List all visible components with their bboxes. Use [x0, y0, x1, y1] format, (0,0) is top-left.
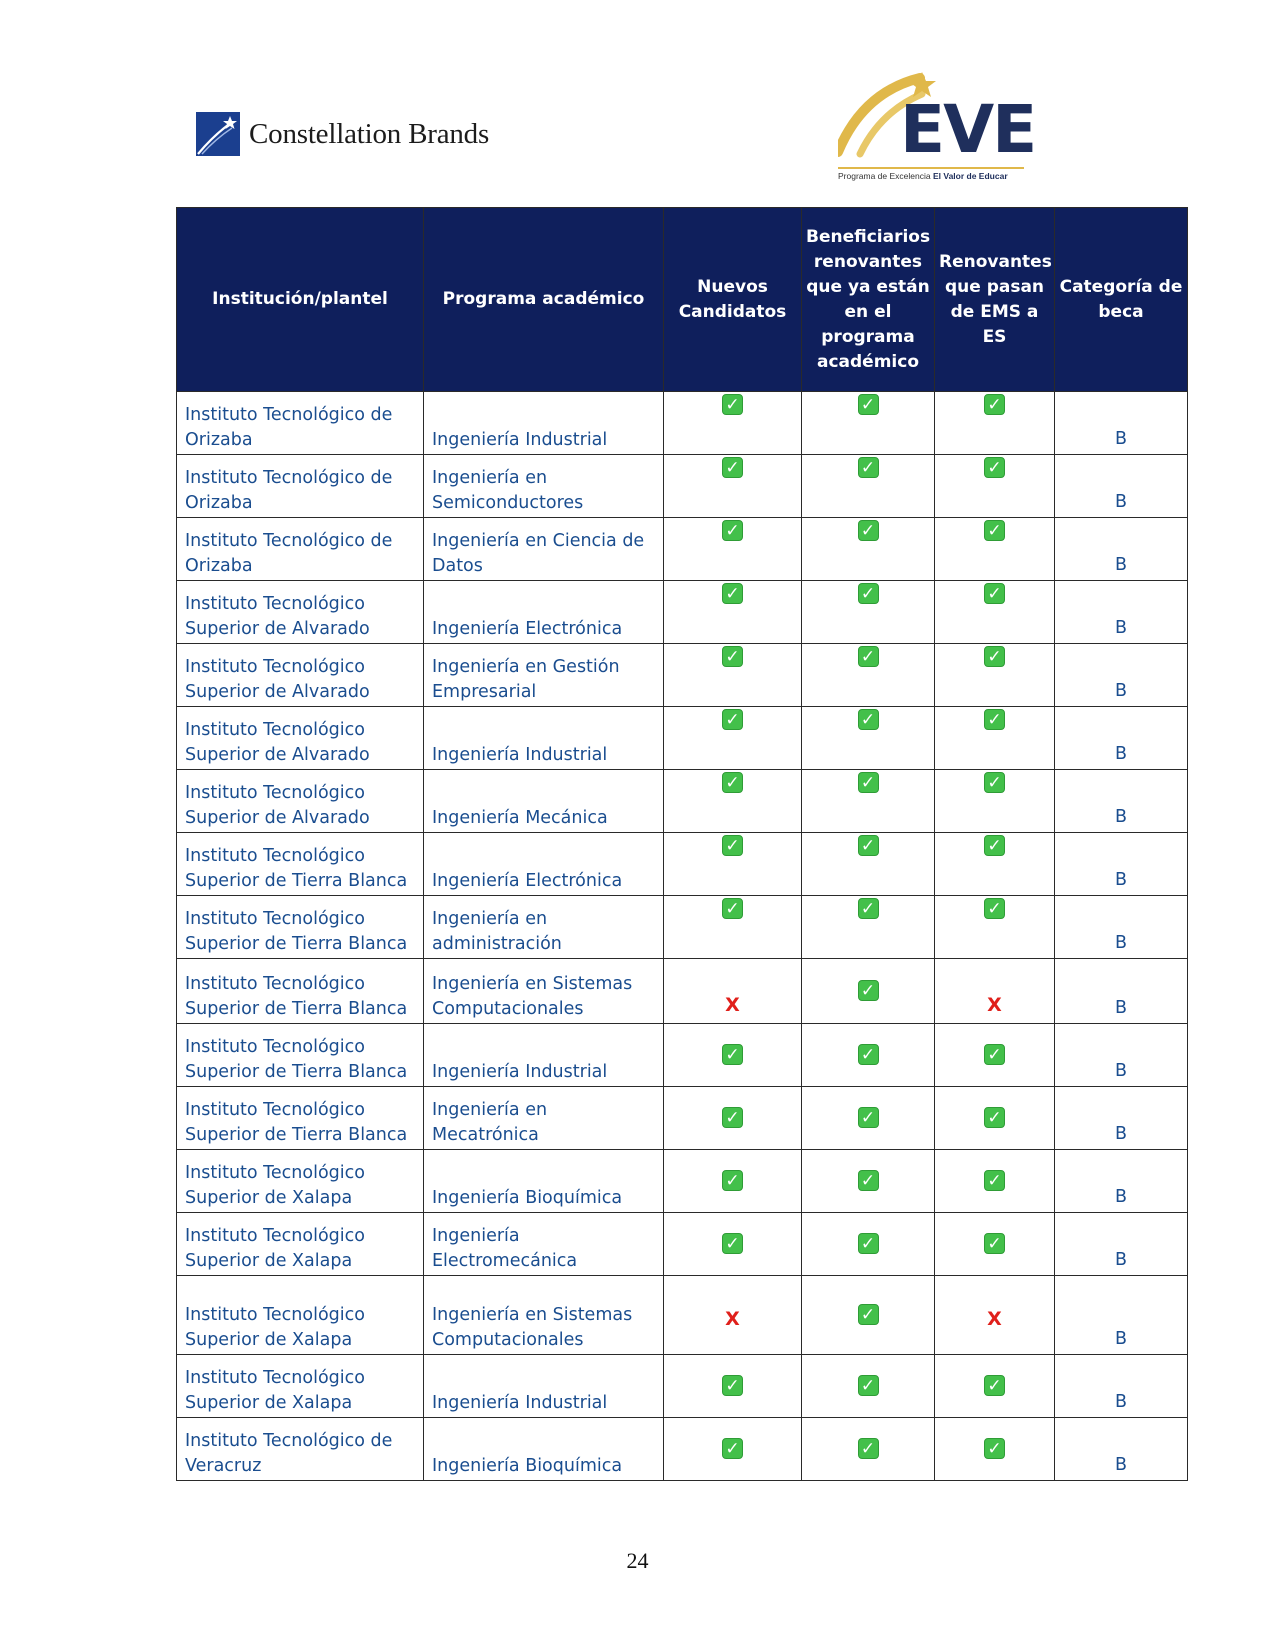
cell-beneficiarios	[802, 707, 935, 770]
cell-categoria: B	[1055, 1418, 1188, 1481]
cell-nuevos	[664, 1355, 802, 1418]
check-icon: ✓	[858, 520, 879, 541]
check-icon: ✓	[984, 709, 1005, 730]
cell-renovantes	[935, 1087, 1055, 1150]
cell-programa: Ingeniería Industrial	[424, 1355, 664, 1418]
cell-categoria: B	[1055, 1213, 1188, 1276]
check-icon: ✓	[984, 1438, 1005, 1459]
cell-programa: Ingeniería en Sistemas Computacionales	[424, 1276, 664, 1355]
cross-icon: X	[725, 994, 740, 1016]
check-icon: ✓	[984, 898, 1005, 919]
table-row	[177, 770, 1188, 833]
cell-renovantes	[935, 581, 1055, 644]
cell-categoria: B	[1055, 959, 1188, 1024]
check-icon: ✓	[722, 1170, 743, 1191]
cell-renovantes	[935, 833, 1055, 896]
cross-icon: X	[725, 1307, 740, 1330]
cell-renovantes	[935, 455, 1055, 518]
check-icon: ✓	[722, 709, 743, 730]
cell-renovantes	[935, 707, 1055, 770]
table-row	[177, 1213, 1188, 1276]
cell-beneficiarios	[802, 1150, 935, 1213]
table-row	[177, 518, 1188, 581]
check-icon: ✓	[722, 835, 743, 856]
cell-institucion: Instituto Tecnológico Superior de Xalapa	[177, 1213, 424, 1276]
eve-tagline	[838, 171, 1008, 181]
cell-institucion: Instituto Tecnológico de Orizaba	[177, 392, 424, 455]
table-row	[177, 959, 1188, 1024]
cell-programa: Ingeniería Industrial	[424, 707, 664, 770]
table-row	[177, 1418, 1188, 1481]
check-icon: ✓	[858, 1107, 879, 1128]
check-icon: ✓	[984, 1375, 1005, 1396]
cell-categoria: B	[1055, 770, 1188, 833]
cell-institucion: Instituto Tecnológico de Veracruz	[177, 1418, 424, 1481]
table-row	[177, 896, 1188, 959]
cell-nuevos	[664, 1150, 802, 1213]
col-programa: Programa académico	[424, 208, 664, 392]
cell-nuevos	[664, 644, 802, 707]
cell-nuevos	[664, 1024, 802, 1087]
cell-beneficiarios	[802, 1355, 935, 1418]
cell-nuevos	[664, 581, 802, 644]
check-icon: ✓	[722, 1438, 743, 1459]
col-renovantes: Renovantes que pasan de EMS a ES	[935, 208, 1055, 392]
table-row	[177, 1150, 1188, 1213]
cell-programa: Ingeniería en Gestión Empresarial	[424, 644, 664, 707]
cell-institucion: Instituto Tecnológico Superior de Tierra Blanca	[177, 833, 424, 896]
table-row	[177, 1024, 1188, 1087]
cell-beneficiarios	[802, 1213, 935, 1276]
check-icon: ✓	[722, 1233, 743, 1254]
check-icon: ✓	[858, 709, 879, 730]
constellation-brands-logo	[196, 110, 489, 158]
check-icon: ✓	[858, 1233, 879, 1254]
col-categoria: Categoría de beca	[1055, 208, 1188, 392]
check-icon: ✓	[984, 1107, 1005, 1128]
cell-beneficiarios	[802, 833, 935, 896]
table-row	[177, 581, 1188, 644]
table-row	[177, 455, 1188, 518]
check-icon: ✓	[722, 772, 743, 793]
table-row	[177, 392, 1188, 455]
cell-categoria: B	[1055, 644, 1188, 707]
check-icon: ✓	[858, 457, 879, 478]
cell-nuevos	[664, 770, 802, 833]
cell-programa: Ingeniería en Semiconductores	[424, 455, 664, 518]
cell-programa: Ingeniería Electrónica	[424, 581, 664, 644]
cell-nuevos	[664, 455, 802, 518]
cell-categoria: B	[1055, 392, 1188, 455]
check-icon: ✓	[858, 1170, 879, 1191]
cell-programa: Ingeniería Industrial	[424, 1024, 664, 1087]
cell-renovantes	[935, 1213, 1055, 1276]
check-icon: ✓	[984, 835, 1005, 856]
cell-programa: Ingeniería Electromecánica	[424, 1213, 664, 1276]
cell-categoria: B	[1055, 1355, 1188, 1418]
table-row	[177, 833, 1188, 896]
cell-programa: Ingeniería Industrial	[424, 392, 664, 455]
check-icon: ✓	[984, 457, 1005, 478]
cell-renovantes	[935, 959, 1055, 1024]
check-icon: ✓	[858, 1304, 879, 1325]
cell-nuevos	[664, 1418, 802, 1481]
check-icon: ✓	[722, 1375, 743, 1396]
cell-renovantes	[935, 644, 1055, 707]
cell-categoria: B	[1055, 707, 1188, 770]
check-icon: ✓	[984, 1044, 1005, 1065]
cell-beneficiarios	[802, 1418, 935, 1481]
check-icon: ✓	[722, 457, 743, 478]
cell-institucion: Instituto Tecnológico Superior de Xalapa	[177, 1150, 424, 1213]
cell-institucion: Instituto Tecnológico de Orizaba	[177, 518, 424, 581]
col-institucion: Institución/plantel	[177, 208, 424, 392]
cell-renovantes	[935, 1024, 1055, 1087]
col-beneficiarios: Beneficiarios renovantes que ya están en el programa académico	[802, 208, 935, 392]
eve-logo	[838, 72, 1038, 187]
check-icon: ✓	[984, 772, 1005, 793]
cell-renovantes	[935, 896, 1055, 959]
check-icon: ✓	[858, 1375, 879, 1396]
cross-icon: X	[987, 1307, 1002, 1330]
cell-categoria: B	[1055, 581, 1188, 644]
cell-beneficiarios	[802, 1087, 935, 1150]
cell-institucion: Instituto Tecnológico Superior de Alvarado	[177, 770, 424, 833]
table-body	[177, 392, 1188, 1481]
cell-institucion: Instituto Tecnológico Superior de Tierra Blanca	[177, 896, 424, 959]
cell-beneficiarios	[802, 770, 935, 833]
cell-programa: Ingeniería en administración	[424, 896, 664, 959]
cell-categoria: B	[1055, 896, 1188, 959]
col-nuevos: Nuevos Candidatos	[664, 208, 802, 392]
cell-categoria: B	[1055, 1276, 1188, 1355]
cell-programa: Ingeniería Electrónica	[424, 833, 664, 896]
cell-programa: Ingeniería en Ciencia de Datos	[424, 518, 664, 581]
cell-categoria: B	[1055, 1024, 1188, 1087]
cell-nuevos	[664, 1213, 802, 1276]
cell-programa: Ingeniería Mecánica	[424, 770, 664, 833]
check-icon: ✓	[722, 1044, 743, 1065]
check-icon: ✓	[858, 980, 879, 1001]
check-icon: ✓	[858, 1044, 879, 1065]
check-icon: ✓	[858, 583, 879, 604]
cell-institucion: Instituto Tecnológico Superior de Tierra Blanca	[177, 959, 424, 1024]
table-header-row	[177, 208, 1188, 392]
cell-institucion: Instituto Tecnológico de Orizaba	[177, 455, 424, 518]
cell-categoria: B	[1055, 833, 1188, 896]
cell-programa: Ingeniería Bioquímica	[424, 1418, 664, 1481]
cell-beneficiarios	[802, 518, 935, 581]
cell-institucion: Instituto Tecnológico Superior de Alvarado	[177, 707, 424, 770]
cell-institucion: Instituto Tecnológico Superior de Tierra Blanca	[177, 1024, 424, 1087]
check-icon: ✓	[722, 1107, 743, 1128]
cell-beneficiarios	[802, 896, 935, 959]
check-icon: ✓	[984, 1233, 1005, 1254]
check-icon: ✓	[984, 583, 1005, 604]
cell-renovantes	[935, 1276, 1055, 1355]
cell-renovantes	[935, 770, 1055, 833]
cell-renovantes	[935, 518, 1055, 581]
cell-nuevos	[664, 1087, 802, 1150]
check-icon: ✓	[722, 898, 743, 919]
table-row	[177, 1355, 1188, 1418]
cell-nuevos	[664, 392, 802, 455]
cell-institucion: Instituto Tecnológico Superior de Xalapa	[177, 1276, 424, 1355]
check-icon: ✓	[858, 835, 879, 856]
cell-institucion: Instituto Tecnológico Superior de Tierra Blanca	[177, 1087, 424, 1150]
constellation-star-icon	[196, 112, 240, 156]
cell-programa: Ingeniería en Sistemas Computacionales	[424, 959, 664, 1024]
check-icon: ✓	[858, 772, 879, 793]
cell-beneficiarios	[802, 392, 935, 455]
check-icon: ✓	[858, 898, 879, 919]
cell-beneficiarios	[802, 644, 935, 707]
table-row	[177, 707, 1188, 770]
table-row	[177, 644, 1188, 707]
check-icon: ✓	[984, 520, 1005, 541]
eve-tagline-prefix: Programa de Excelencia	[838, 171, 931, 181]
cell-beneficiarios	[802, 1276, 935, 1355]
check-icon: ✓	[858, 394, 879, 415]
cell-programa: Ingeniería en Mecatrónica	[424, 1087, 664, 1150]
eve-wordmark: EVE	[900, 91, 1036, 168]
cell-beneficiarios	[802, 959, 935, 1024]
cell-renovantes	[935, 1355, 1055, 1418]
cell-renovantes	[935, 1150, 1055, 1213]
cell-categoria: B	[1055, 1150, 1188, 1213]
check-icon: ✓	[858, 646, 879, 667]
cell-beneficiarios	[802, 455, 935, 518]
cell-institucion: Instituto Tecnológico Superior de Xalapa	[177, 1355, 424, 1418]
cross-icon: X	[987, 994, 1002, 1016]
check-icon: ✓	[984, 646, 1005, 667]
cell-categoria: B	[1055, 455, 1188, 518]
cell-nuevos	[664, 959, 802, 1024]
table-row	[177, 1276, 1188, 1355]
cell-nuevos	[664, 1276, 802, 1355]
table-row	[177, 1087, 1188, 1150]
cell-nuevos	[664, 518, 802, 581]
cell-nuevos	[664, 896, 802, 959]
cell-institucion: Instituto Tecnológico Superior de Alvarado	[177, 581, 424, 644]
check-icon: ✓	[722, 646, 743, 667]
eve-tagline-bold: El Valor de Educar	[932, 171, 1008, 181]
page-number: 24	[626, 1548, 649, 1573]
cell-beneficiarios	[802, 1024, 935, 1087]
check-icon: ✓	[722, 520, 743, 541]
cell-categoria: B	[1055, 1087, 1188, 1150]
cell-institucion: Instituto Tecnológico Superior de Alvarado	[177, 644, 424, 707]
check-icon: ✓	[858, 1438, 879, 1459]
check-icon: ✓	[722, 583, 743, 604]
brand-name: Constellation Brands	[249, 117, 490, 150]
cell-nuevos	[664, 707, 802, 770]
cell-renovantes	[935, 1418, 1055, 1481]
cell-nuevos	[664, 833, 802, 896]
cell-categoria: B	[1055, 518, 1188, 581]
cell-programa: Ingeniería Bioquímica	[424, 1150, 664, 1213]
check-icon: ✓	[984, 1170, 1005, 1191]
check-icon: ✓	[722, 394, 743, 415]
check-icon: ✓	[984, 394, 1005, 415]
cell-renovantes	[935, 392, 1055, 455]
scholarship-table	[176, 207, 1188, 1481]
cell-beneficiarios	[802, 581, 935, 644]
